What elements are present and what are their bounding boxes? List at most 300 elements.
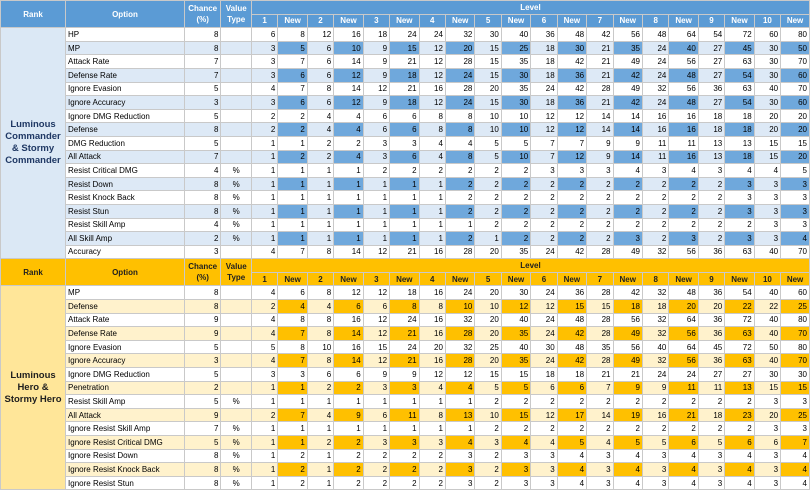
new-level-value: 70: [781, 55, 810, 69]
table-row: [1, 408, 810, 422]
level-value: 4: [307, 300, 333, 314]
level-column-header: 1: [251, 272, 277, 286]
chance-value: 8: [184, 286, 221, 300]
level-value: 16: [419, 313, 445, 327]
level-value: 9: [587, 150, 613, 164]
new-level-value: 4: [781, 449, 810, 463]
level-value: 1: [251, 476, 277, 490]
new-level-value: 56: [669, 354, 698, 368]
value-type: [221, 123, 251, 137]
new-level-value: 25: [781, 408, 810, 422]
table-row: [1, 381, 810, 395]
level-value: 28: [587, 245, 613, 259]
level-value: 2: [475, 218, 501, 232]
level-value: 36: [698, 286, 724, 300]
new-level-value: 21: [390, 327, 419, 341]
level-column-header: 9: [698, 272, 724, 286]
level-value: 18: [531, 368, 557, 382]
chance-value: 8: [184, 123, 221, 137]
option-name: Accuracy: [66, 245, 185, 259]
header-row: [1, 1, 810, 15]
table-row: [1, 204, 810, 218]
new-level-value: 64: [669, 313, 698, 327]
new-level-value: 6: [334, 300, 363, 314]
level-value: 2: [475, 191, 501, 205]
new-level-value: 2: [445, 191, 474, 205]
rank-name: Luminous Hero & Stormy Hero: [1, 286, 66, 490]
new-level-value: 7: [781, 436, 810, 450]
new-level-value: 3: [390, 381, 419, 395]
level-value: 6: [531, 381, 557, 395]
new-level-value: 24: [445, 96, 474, 110]
level-value: 3: [698, 164, 724, 178]
level-column-header: 8: [642, 272, 668, 286]
new-level-value: 12: [334, 96, 363, 110]
new-level-value: 14: [613, 123, 642, 137]
level-value: 18: [698, 123, 724, 137]
level-value: 1: [251, 232, 277, 246]
level-value: 3: [642, 449, 668, 463]
table-row: [1, 340, 810, 354]
new-level-value: 8: [278, 313, 307, 327]
level-value: 1: [251, 204, 277, 218]
chance-value: 8: [184, 177, 221, 191]
new-level-value: 4: [613, 449, 642, 463]
new-level-value: 14: [334, 354, 363, 368]
level-value: 6: [363, 123, 389, 137]
level-column-header: 10: [754, 272, 780, 286]
new-level-value: 4: [725, 476, 754, 490]
level-column-header: 3: [363, 272, 389, 286]
level-value: 21: [587, 96, 613, 110]
level-value: 21: [587, 368, 613, 382]
new-level-value: 1: [278, 422, 307, 436]
value-type: [221, 368, 251, 382]
level-value: 32: [642, 245, 668, 259]
chance-value: 5: [184, 82, 221, 96]
level-value: 6: [307, 55, 333, 69]
level-value: 18: [531, 55, 557, 69]
level-value: 7: [587, 381, 613, 395]
level-value: 16: [419, 327, 445, 341]
option-name: Resist Knock Back: [66, 191, 185, 205]
level-value: 28: [587, 354, 613, 368]
new-level-value: 6: [390, 109, 419, 123]
new-level-value: 48: [557, 340, 586, 354]
level-value: 4: [251, 82, 277, 96]
new-level-value: 21: [390, 354, 419, 368]
new-level-value: 1: [334, 218, 363, 232]
level-value: 30: [475, 28, 501, 42]
level-value: 12: [419, 41, 445, 55]
level-value: 5: [475, 381, 501, 395]
new-level-value: 2: [445, 164, 474, 178]
value-type: [221, 408, 251, 422]
new-level-value: 4: [669, 463, 698, 477]
level-value: 1: [419, 395, 445, 409]
chance-value: 8: [184, 449, 221, 463]
new-level-value: 56: [669, 327, 698, 341]
level-value: 32: [642, 82, 668, 96]
new-level-value: 13: [725, 136, 754, 150]
new-level-value: 48: [557, 313, 586, 327]
new-level-value: 2: [278, 476, 307, 490]
level-value: 10: [475, 300, 501, 314]
option-name: Resist Skill Amp: [66, 218, 185, 232]
new-level-value: 1: [390, 177, 419, 191]
new-level-value: 1: [445, 395, 474, 409]
value-type: %: [221, 177, 251, 191]
level-value: 40: [754, 354, 780, 368]
new-level-value: 5: [613, 436, 642, 450]
level-value: 14: [587, 123, 613, 137]
new-level-value: 56: [613, 313, 642, 327]
new-level-value: 70: [781, 82, 810, 96]
level-value: 2: [698, 218, 724, 232]
new-level-value: 10: [334, 41, 363, 55]
new-level-value: 60: [781, 96, 810, 110]
level-value: 6: [251, 28, 277, 42]
level-value: 3: [754, 476, 780, 490]
new-level-value: 4: [781, 232, 810, 246]
chance-value: 8: [184, 41, 221, 55]
new-level-value: 3: [781, 218, 810, 232]
level-value: 27: [698, 68, 724, 82]
new-level-value: 6: [334, 368, 363, 382]
new-level-value: 4: [781, 476, 810, 490]
new-level-value: 2: [501, 204, 530, 218]
new-level-value: 18: [613, 300, 642, 314]
option-name: Ignore Resist Stun: [66, 476, 185, 490]
value-type: %: [221, 218, 251, 232]
new-level-value: 80: [781, 340, 810, 354]
new-level-value: 5: [501, 381, 530, 395]
level-value: 12: [363, 313, 389, 327]
new-level-value: 36: [557, 96, 586, 110]
new-level-value: 35: [501, 354, 530, 368]
level-value: 4: [251, 286, 277, 300]
new-level-value: 5: [557, 436, 586, 450]
new-level-value: 42: [557, 327, 586, 341]
new-level-value: 3: [445, 476, 474, 490]
level-value: 14: [587, 109, 613, 123]
new-level-value: 2: [390, 463, 419, 477]
level-value: 1: [363, 422, 389, 436]
level-value: 8: [419, 109, 445, 123]
level-value: 8: [419, 408, 445, 422]
level-value: 24: [642, 368, 668, 382]
chance-value: 2: [184, 232, 221, 246]
level-value: 13: [698, 136, 724, 150]
value-type: %: [221, 232, 251, 246]
table-row: [1, 327, 810, 341]
level-column-header: 4: [419, 14, 445, 28]
level-value: 2: [587, 191, 613, 205]
level-value: 7: [531, 150, 557, 164]
chance-value: 3: [184, 354, 221, 368]
level-value: 8: [307, 286, 333, 300]
level-value: 30: [754, 55, 780, 69]
new-level-value: 21: [390, 55, 419, 69]
level-value: 1: [363, 395, 389, 409]
level-value: 1: [419, 232, 445, 246]
level-value: 3: [642, 476, 668, 490]
level-value: 6: [754, 436, 780, 450]
new-level-value: 2: [669, 218, 698, 232]
option-name: Ignore Resist Knock Back: [66, 463, 185, 477]
new-level-value: 3: [781, 395, 810, 409]
level-value: 2: [698, 177, 724, 191]
level-value: 5: [251, 340, 277, 354]
new-level-value: 16: [334, 340, 363, 354]
level-value: 15: [754, 136, 780, 150]
rank-name: Luminous Commander & Stormy Commander: [1, 28, 66, 259]
level-column-header: New: [781, 14, 810, 28]
new-level-value: 2: [501, 177, 530, 191]
new-level-value: 6: [390, 123, 419, 137]
chance-value: 8: [184, 204, 221, 218]
new-level-value: 6: [725, 436, 754, 450]
new-level-value: 20: [781, 123, 810, 137]
new-level-value: 4: [278, 300, 307, 314]
level-value: 1: [251, 422, 277, 436]
level-value: 12: [307, 28, 333, 42]
new-level-value: 1: [390, 232, 419, 246]
level-value: 4: [419, 381, 445, 395]
new-level-value: 63: [725, 55, 754, 69]
chance-value: 2: [184, 381, 221, 395]
level-value: 16: [642, 123, 668, 137]
level-value: 48: [642, 28, 668, 42]
new-level-value: 56: [669, 82, 698, 96]
level-value: 1: [307, 463, 333, 477]
new-level-value: 2: [501, 164, 530, 178]
new-level-value: 22: [725, 300, 754, 314]
level-column-header: New: [613, 14, 642, 28]
option-name: Attack Rate: [66, 55, 185, 69]
option-name: Resist Skill Amp: [66, 395, 185, 409]
option-name: Ignore Resist Down: [66, 449, 185, 463]
new-level-value: 49: [613, 354, 642, 368]
level-value: 30: [754, 368, 780, 382]
new-level-value: 2: [501, 232, 530, 246]
new-level-value: 72: [725, 340, 754, 354]
new-level-value: 2: [613, 191, 642, 205]
level-value: 24: [419, 28, 445, 42]
new-level-value: 20: [781, 109, 810, 123]
option-name: Resist Down: [66, 177, 185, 191]
level-value: 20: [475, 327, 501, 341]
new-level-value: 8: [445, 109, 474, 123]
new-level-value: 64: [669, 340, 698, 354]
new-level-value: 7: [278, 245, 307, 259]
new-level-value: 36: [557, 286, 586, 300]
new-level-value: 35: [501, 82, 530, 96]
new-level-value: 8: [278, 340, 307, 354]
table-row: [1, 82, 810, 96]
new-level-value: 18: [557, 368, 586, 382]
new-level-value: 2: [725, 395, 754, 409]
new-level-value: 2: [613, 218, 642, 232]
new-level-value: 4: [613, 164, 642, 178]
new-level-value: 21: [390, 82, 419, 96]
level-value: 36: [698, 327, 724, 341]
chance-value: 4: [184, 218, 221, 232]
new-level-value: 15: [557, 300, 586, 314]
level-value: 21: [587, 41, 613, 55]
section-hero: [1, 259, 810, 490]
level-value: 2: [587, 232, 613, 246]
level-value: 40: [754, 82, 780, 96]
level-value: 2: [642, 422, 668, 436]
option-name: Ignore Evasion: [66, 82, 185, 96]
level-column-header: 3: [363, 14, 389, 28]
new-level-value: 3: [501, 476, 530, 490]
level-value: 20: [475, 313, 501, 327]
new-level-value: 16: [669, 150, 698, 164]
level-value: 28: [587, 82, 613, 96]
level-value: 2: [363, 164, 389, 178]
level-value: 2: [475, 395, 501, 409]
level-value: 4: [251, 313, 277, 327]
value-type: %: [221, 463, 251, 477]
new-level-value: 42: [557, 245, 586, 259]
table-row: [1, 55, 810, 69]
new-level-value: 2: [613, 395, 642, 409]
table-row: [1, 123, 810, 137]
new-level-value: 30: [501, 68, 530, 82]
level-value: 40: [754, 327, 780, 341]
level-value: 11: [642, 136, 668, 150]
level-value: 16: [419, 245, 445, 259]
new-level-value: 15: [781, 136, 810, 150]
level-value: 3: [419, 436, 445, 450]
level-value: 40: [754, 286, 780, 300]
level-value: 20: [754, 123, 780, 137]
new-level-value: 2: [445, 232, 474, 246]
level-column-header: New: [390, 272, 419, 286]
level-value: 2: [475, 463, 501, 477]
new-level-value: 3: [725, 204, 754, 218]
level-value: 54: [698, 28, 724, 42]
new-level-value: 1: [278, 164, 307, 178]
new-level-value: 2: [278, 109, 307, 123]
level-value: 16: [419, 286, 445, 300]
level-value: 1: [251, 164, 277, 178]
new-level-value: 49: [613, 82, 642, 96]
new-level-value: 8: [390, 300, 419, 314]
table-row: [1, 41, 810, 55]
new-level-value: 2: [334, 136, 363, 150]
new-level-value: 48: [557, 28, 586, 42]
level-value: 1: [363, 191, 389, 205]
level-value: 2: [251, 109, 277, 123]
new-level-value: 2: [669, 177, 698, 191]
level-value: 2: [587, 395, 613, 409]
level-value: 2: [419, 463, 445, 477]
new-level-value: 2: [557, 204, 586, 218]
new-level-value: 11: [669, 136, 698, 150]
level-value: 1: [419, 204, 445, 218]
level-value: 18: [531, 41, 557, 55]
level-column-header: New: [557, 14, 586, 28]
level-value: 5: [475, 136, 501, 150]
level-value: 22: [754, 300, 780, 314]
level-value: 24: [531, 82, 557, 96]
new-level-value: 2: [390, 476, 419, 490]
level-value: 15: [475, 55, 501, 69]
new-level-value: 2: [501, 191, 530, 205]
new-level-value: 42: [557, 354, 586, 368]
level-value: 3: [754, 395, 780, 409]
new-level-value: 4: [334, 123, 363, 137]
new-level-value: 2: [334, 449, 363, 463]
new-level-value: 35: [501, 245, 530, 259]
level-value: 25: [475, 340, 501, 354]
level-value: 15: [475, 368, 501, 382]
level-value: 16: [419, 354, 445, 368]
level-value: 9: [363, 368, 389, 382]
table-row: [1, 96, 810, 110]
new-level-value: 2: [501, 422, 530, 436]
level-value: 1: [419, 191, 445, 205]
value-type: %: [221, 191, 251, 205]
new-level-value: 16: [334, 313, 363, 327]
new-level-value: 6: [278, 96, 307, 110]
level-value: 3: [754, 191, 780, 205]
new-level-value: 4: [557, 449, 586, 463]
new-level-value: 3: [557, 164, 586, 178]
level-value: 2: [587, 218, 613, 232]
level-value: 32: [642, 354, 668, 368]
level-value: 6: [307, 41, 333, 55]
level-value: 1: [307, 204, 333, 218]
new-level-value: 24: [445, 286, 474, 300]
new-level-value: 49: [613, 55, 642, 69]
new-level-value: 1: [278, 136, 307, 150]
new-level-value: 7: [557, 136, 586, 150]
level-value: 2: [642, 204, 668, 218]
level-value: 1: [307, 395, 333, 409]
new-level-value: 10: [445, 300, 474, 314]
level-value: 2: [531, 177, 557, 191]
level-value: 12: [363, 354, 389, 368]
level-value: 12: [531, 123, 557, 137]
table-row: [1, 245, 810, 259]
chance-value: 5: [184, 109, 221, 123]
level-value: 2: [642, 177, 668, 191]
level-value: 2: [698, 395, 724, 409]
new-level-value: 24: [669, 368, 698, 382]
new-level-value: 2: [445, 177, 474, 191]
level-value: 12: [531, 109, 557, 123]
new-level-value: 4: [669, 449, 698, 463]
level-value: 2: [475, 204, 501, 218]
new-level-value: 1: [334, 164, 363, 178]
level-value: 2: [363, 476, 389, 490]
level-value: 36: [698, 313, 724, 327]
level-column-header: New: [445, 14, 474, 28]
new-level-value: 18: [390, 68, 419, 82]
value-type: [221, 354, 251, 368]
option-name: DMG Reduction: [66, 136, 185, 150]
level-value: 9: [587, 136, 613, 150]
table-row: [1, 300, 810, 314]
new-level-value: 4: [613, 463, 642, 477]
level-value: 24: [642, 68, 668, 82]
option-header: Option: [66, 259, 185, 286]
new-level-value: 18: [390, 286, 419, 300]
